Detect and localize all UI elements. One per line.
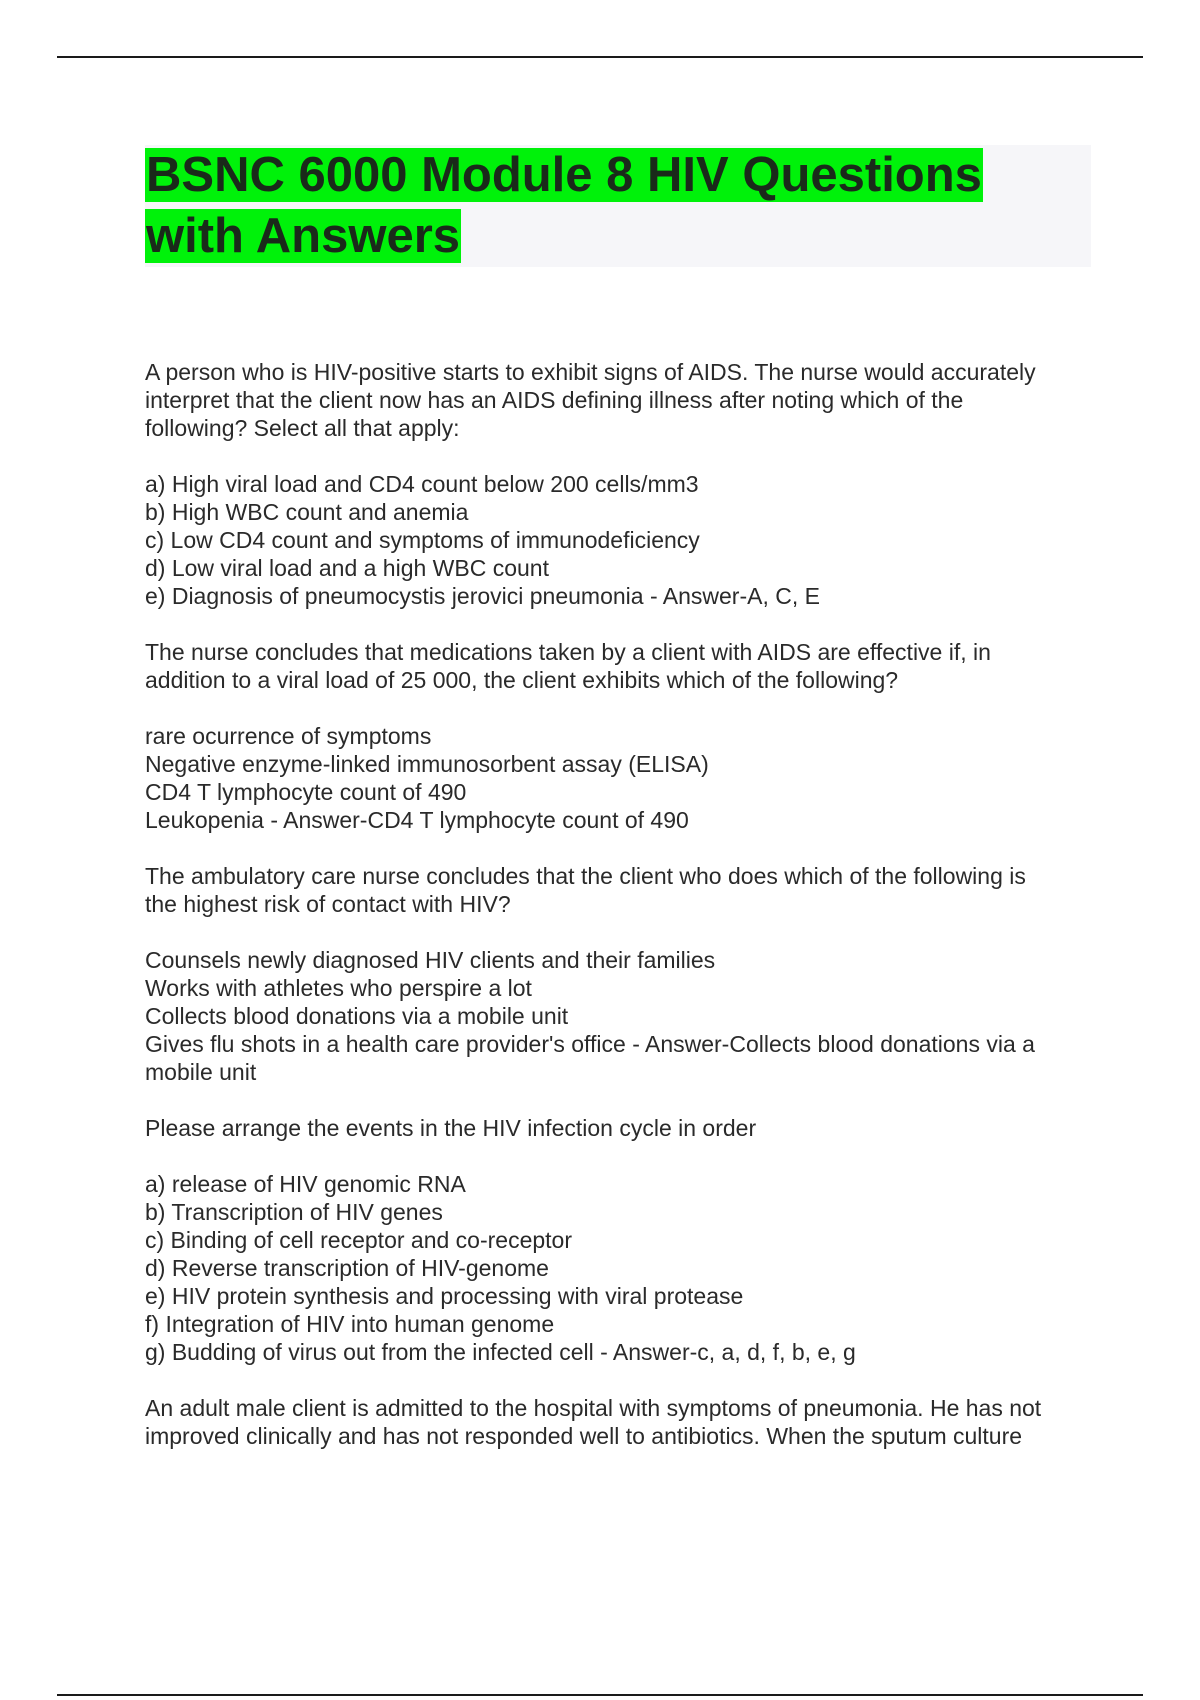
option-line: c) Low CD4 count and symptoms of immunodeficiency: [145, 527, 700, 553]
bottom-rule: [57, 1694, 1143, 1696]
question-1-options: [145, 470, 1105, 610]
question-line: following? Select all that apply:: [145, 415, 460, 441]
question-line: A person who is HIV-positive starts to exhibit signs of AIDS. The nurse would accurately: [145, 359, 1036, 385]
option-line-answer: Leukopenia - Answer-CD4 T lymphocyte count of 490: [145, 807, 689, 833]
question-3-stem: [145, 862, 1105, 918]
option-line: d) Low viral load and a high WBC count: [145, 555, 549, 581]
option-line: b) High WBC count and anemia: [145, 499, 469, 525]
question-line: addition to a viral load of 25 000, the client exhibits which of the following?: [145, 667, 899, 693]
option-line: Counsels newly diagnosed HIV clients and their families: [145, 947, 716, 973]
question-5-stem: [145, 1394, 1105, 1450]
question-line: improved clinically and has not responded well to antibiotics. When the sputum culture: [145, 1423, 1023, 1449]
page-title: [145, 145, 1091, 267]
question-line: An adult male client is admitted to the hospital with symptoms of pneumonia. He has not: [145, 1395, 1042, 1421]
option-line-answer: g) Budding of virus out from the infected cell - Answer-c, a, d, f, b, e, g: [145, 1339, 856, 1365]
option-line: Collects blood donations via a mobile unit: [145, 1003, 569, 1029]
option-line: Negative enzyme-linked immunosorbent assay (ELISA): [145, 751, 709, 777]
question-line: the highest risk of contact with HIV?: [145, 891, 511, 917]
question-line: interpret that the client now has an AIDS defining illness after noting which of the: [145, 387, 964, 413]
option-line-answer: e) Diagnosis of pneumocystis jerovici pneumonia - Answer-A, C, E: [145, 583, 820, 609]
question-4-stem: [145, 1114, 1105, 1142]
title-block: [145, 145, 1091, 267]
question-4-options: [145, 1170, 1105, 1366]
question-line: Please arrange the events in the HIV infection cycle in order: [145, 1115, 757, 1141]
question-1-stem: [145, 358, 1105, 442]
question-line: The nurse concludes that medications taken by a client with AIDS are effective if, in: [145, 639, 991, 665]
title-line-2: with Answers: [146, 209, 461, 263]
question-line: The ambulatory care nurse concludes that the client who does which of the following is: [145, 863, 1026, 889]
option-line: d) Reverse transcription of HIV-genome: [145, 1255, 549, 1281]
option-line: c) Binding of cell receptor and co-receptor: [145, 1227, 572, 1253]
option-line: rare ocurrence of symptoms: [145, 723, 432, 749]
option-line-answer: mobile unit: [145, 1059, 257, 1085]
option-line: b) Transcription of HIV genes: [145, 1199, 443, 1225]
option-line: a) release of HIV genomic RNA: [145, 1171, 466, 1197]
question-3-options: [145, 946, 1105, 1086]
question-2-options: [145, 722, 1105, 834]
title-line-1: BSNC 6000 Module 8 HIV Questions: [146, 148, 982, 202]
option-line: Works with athletes who perspire a lot: [145, 975, 532, 1001]
option-line: e) HIV protein synthesis and processing with viral protease: [145, 1283, 744, 1309]
option-line-answer: Gives flu shots in a health care provider's office - Answer-Collects blood donations via a: [145, 1031, 1035, 1057]
option-line: a) High viral load and CD4 count below 200 cells/mm3: [145, 471, 699, 497]
top-rule: [57, 56, 1143, 58]
option-line: CD4 T lymphocyte count of 490: [145, 779, 467, 805]
question-2-stem: [145, 638, 1105, 694]
option-line: f) Integration of HIV into human genome: [145, 1311, 555, 1337]
document-body: [145, 358, 1105, 1478]
